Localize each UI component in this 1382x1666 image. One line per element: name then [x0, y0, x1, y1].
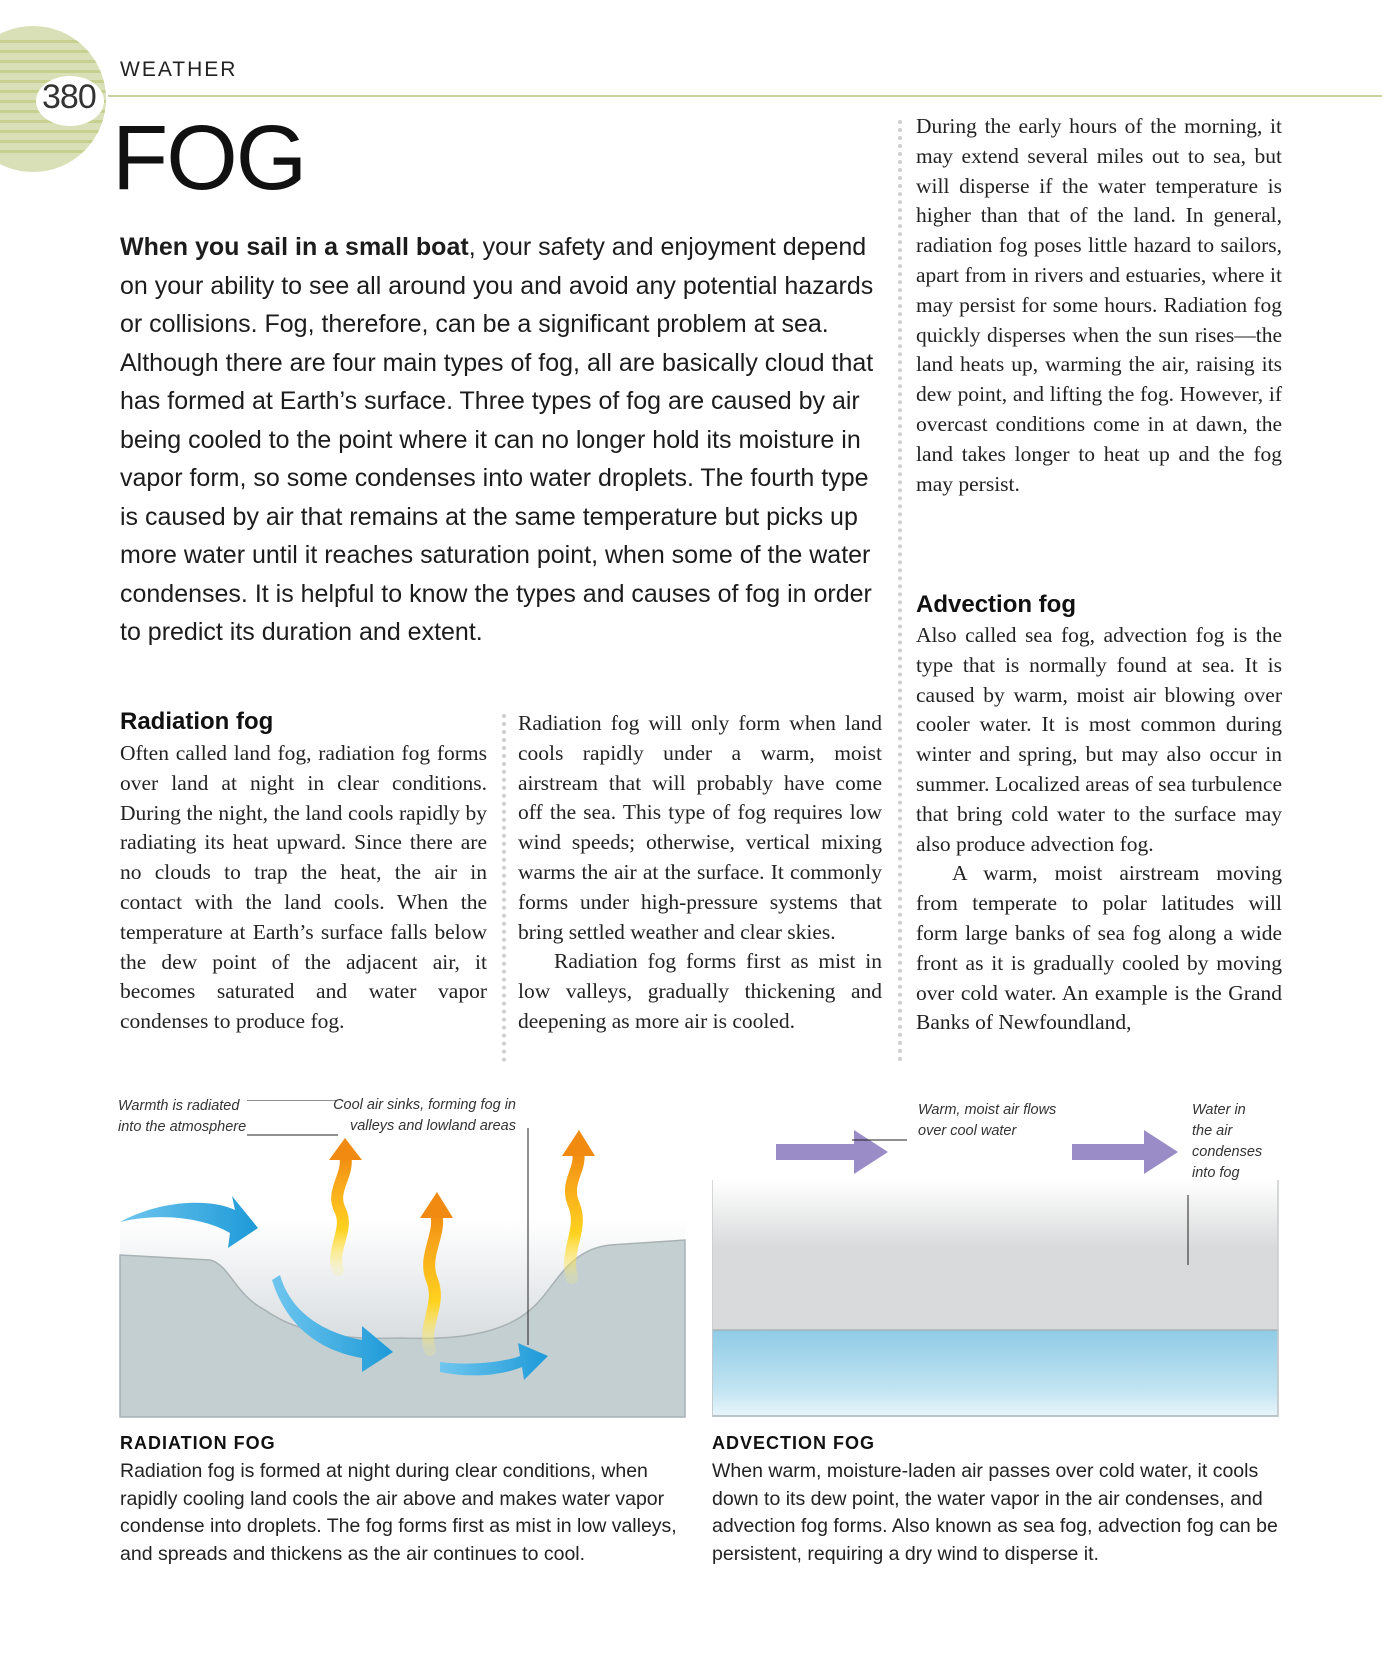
heat-arrowhead-2: [420, 1192, 453, 1218]
intro-text: , your safety and enjoyment depend on your ability to see all around you and avoid any potential hazards or collisions. Fog, therefore, can be a significant problem at sea. Although there are four main types of fog, all are basically cloud that has formed at Earth’s surface. Three types of fog are caused by air being cooled to the point where it can no longer hold its moisture in vapor form, so some condenses into water droplets. The fourth type is caused by air that remains at the same temperature but picks up more water until it reaches saturation point, when some of the water condenses. It is helpful to know the types and causes of fog in order to predict its duration and extent.: [120, 233, 874, 646]
radiation-col2-p2: Radiation fog forms first as mist in low valleys, gradually thickening and deepening as more air is cooled.: [518, 949, 882, 1033]
radiation-column-2: [518, 709, 882, 1037]
heat-arrowhead-3: [562, 1130, 595, 1156]
label-warm-moist-air: Warm, moist air flows over cool water: [918, 1102, 1057, 1139]
intro-lead: When you sail in a small boat: [120, 233, 469, 261]
right-column-p2: Also called sea fog, advection fog is the type that is normally found at sea. It is caused by warm, moist air blowing over cooler water. It is most common during winter and spring, but may also occur in summer. Localized areas of sea turbulence that bring cold water to the surface may also produce advection fog.: [916, 623, 1282, 856]
radiation-fog-heading: Radiation fog: [120, 708, 274, 735]
page-number: 380: [42, 78, 96, 116]
right-column-p3: A warm, moist airstream moving from temperate to polar latitudes will form large banks of sea fog along a wide front as it is gradually cooled by moving over cold water. An example is the Grand Banks of Newfoundland,: [916, 861, 1282, 1035]
column-divider-1: [502, 714, 506, 1062]
right-column-p1: During the early hours of the morning, it may extend several miles out to sea, but will disperse if the water temperature is higher than that of the land. In general, radiation fog poses little hazard to sailors, apart from in rivers and estuaries, where it may persist for some hours. Radiation fog quickly disperses when the sun rises—the land heats up, warming the air, raising its dew point, and lifting the fog. However, if overcast conditions come in at dawn, the land takes longer to heat up and the fog may persist.: [916, 114, 1282, 496]
section-label: WEATHER: [120, 58, 238, 81]
right-column-advection-text: [916, 621, 1282, 1038]
label-cool-air-sinks: Cool air sinks, forming fog in valleys and lowland areas: [333, 1097, 516, 1134]
intro-paragraph: [120, 228, 890, 652]
radiation-caption-text: Radiation fog is formed at night during clear conditions, when rapidly cooling land cools the air above and makes water vapor condense into droplets. The fog forms first as mist in low valleys, and spreads and thickens as the air continues to cool.: [120, 1460, 677, 1565]
column-divider-2: [898, 120, 902, 1062]
cool-water: [712, 1330, 1278, 1416]
radiation-caption-title: RADIATION FOG: [120, 1433, 276, 1453]
warm-air-arrow-2: [1072, 1130, 1178, 1174]
heat-arrowhead-1: [329, 1138, 362, 1160]
sea-fog-layer: [712, 1180, 1278, 1330]
warm-air-arrow-1: [776, 1130, 888, 1174]
radiation-col2-p1: Radiation fog will only form when land cools rapidly under a warm, moist airstream that will probably have come off the sea. This type of fog requires low wind speeds; otherwise, vertical mixing warms the air at the surface. It commonly forms under high-pressure systems that bring settled weather and clear skies.: [518, 711, 882, 944]
label-water-condenses: Water in the air condenses into fog: [1192, 1102, 1263, 1181]
label-warmth-radiated: Warmth is radiated into the atmosphere: [118, 1098, 247, 1135]
radiation-fog-diagram: [100, 1100, 700, 1430]
advection-caption-title: ADVECTION FOG: [712, 1433, 876, 1453]
page-title: FOG: [112, 107, 306, 209]
advection-caption-text: When warm, moisture-laden air passes over cold water, it cools down to its dew point, the water vapor in the air condenses, and advection fog forms. Also known as sea fog, advection fog can be persistent, requiring a dry wind to disperse it.: [712, 1460, 1278, 1565]
radiation-column-1: Often called land fog, radiation fog forms over land at night in clear conditions. During the night, the land cools rapidly by radiating its heat upward. Since there are no clouds to trap the heat, the air in contact with the land cools. When the temperature at Earth’s surface falls below the dew point of the adjacent air, it becomes saturated and water vapor condenses to produce fog.: [120, 741, 487, 1034]
advection-fog-heading: Advection fog: [916, 591, 1076, 618]
header-rule: [108, 95, 1382, 97]
